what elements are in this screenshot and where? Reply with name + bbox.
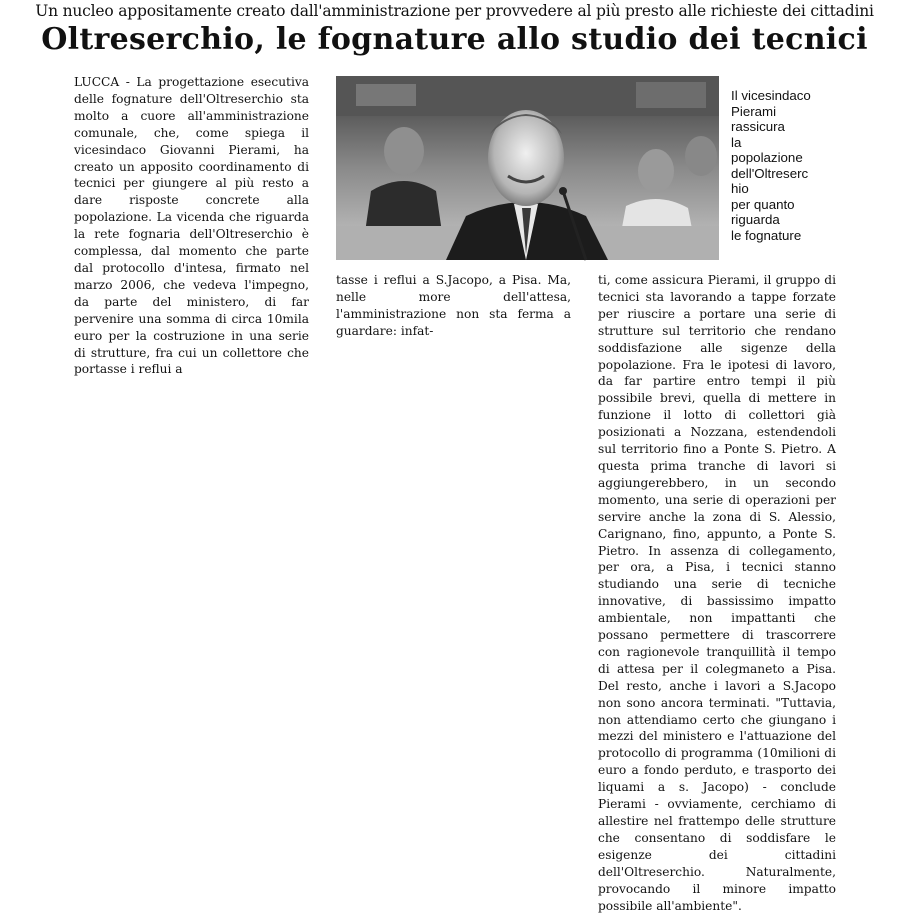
caption-line: Pierami	[731, 103, 777, 119]
caption-line: hio	[731, 181, 749, 196]
article-kicker: Un nucleo appositamente creato dall'amministrazione per provvedere al più presto alle richieste dei cittadini	[35, 2, 874, 20]
caption-line: riguarda	[731, 212, 780, 227]
caption-line: popolazione	[731, 150, 803, 165]
article-column-1	[74, 74, 309, 378]
caption-line: la	[731, 134, 742, 150]
article-column-3	[598, 272, 836, 914]
article-column-2-text: tasse i reflui a S.Jacopo, a Pisa. Ma, nelle more dell'attesa, l'amministrazione non sta ferma a guardare: infat-	[336, 273, 571, 338]
caption-line: le fognature	[731, 227, 802, 243]
caption-line: Il vicesindaco	[731, 88, 811, 103]
article-photo	[336, 76, 719, 260]
caption-line: per quanto	[731, 196, 795, 212]
article-column-3-text: ti, come assicura Pierami, il gruppo di tecnici sta lavorando a tappe forzate per riuscire a portare una serie di strutture sul territorio che rendano soddisfazione alle sigenze della popolazione. Fra le ipotesi di lavoro, da far partire entro tempi il più possibile brevi, quella di mettere in funzione il lotto di collettori già posizionati a Nozzana, estendendoli sul territorio fino a Ponte S. Pietro. A questa prima tranche di lavori si aggiungerebbero, in un secondo momento, una serie di operazioni per servire anche la zona di S. Alessio, Carignano, fino, appunto, a Ponte S. Pietro. In assenza di collegamento, per ora, a Pisa, i tecnici stanno studiando una serie di tecniche innovative, di bassissimo impatto ambientale, non impattanti che possano permettere di trascorrere con ragionevole tranquillità il tempo di attesa per il colegmaneto a Pisa. Del resto, anche i lavori a S.Jacopo non sono ancora terminati. "Tuttavia, non attendiamo certo che giungano i mezzi del ministero e l'attuazione del protocollo di programma (10milioni di euro a fondo perduto, e trasporto dei liquami a s. Jacopo) - conclude Pierami - ovviamente, cerchiamo di allestire nel frattempo delle strutture che consentano di soddisfare le esigenze dei cittadini dell'Oltreserchio. Naturalmente, provocando il minore impatto possibile all'ambiente".	[598, 273, 836, 913]
article-column-2	[336, 272, 571, 340]
article-headline: Oltreserchio, le fognature allo studio dei tecnici	[41, 22, 868, 57]
caption-line: rassicura	[731, 119, 785, 134]
photo-image	[336, 76, 719, 260]
photo-caption	[731, 88, 831, 243]
article-column-1-text: LUCCA - La progettazione esecutiva delle fognature dell'Oltreserchio sta molto a cuore all'amministrazione comunale, che, come spiega il vicesindaco Giovanni Pierami, ha creato un apposito coordinamento di tecnici per giungere al più resto a dare risposte concrete alla popolazione. La vicenda che riguarda la rete fognaria dell'Oltreserchio è complessa, dal momento che parte dal protocollo d'intesa, firmato nel marzo 2006, che vedeva l'impegno, da parte del ministero, di far pervenire una somma di circa 10mila euro per la costruzione in una serie di strutture, fra cui un collettore che portasse i reflui a	[74, 75, 309, 377]
caption-line: dell'Oltreserc	[731, 165, 809, 181]
